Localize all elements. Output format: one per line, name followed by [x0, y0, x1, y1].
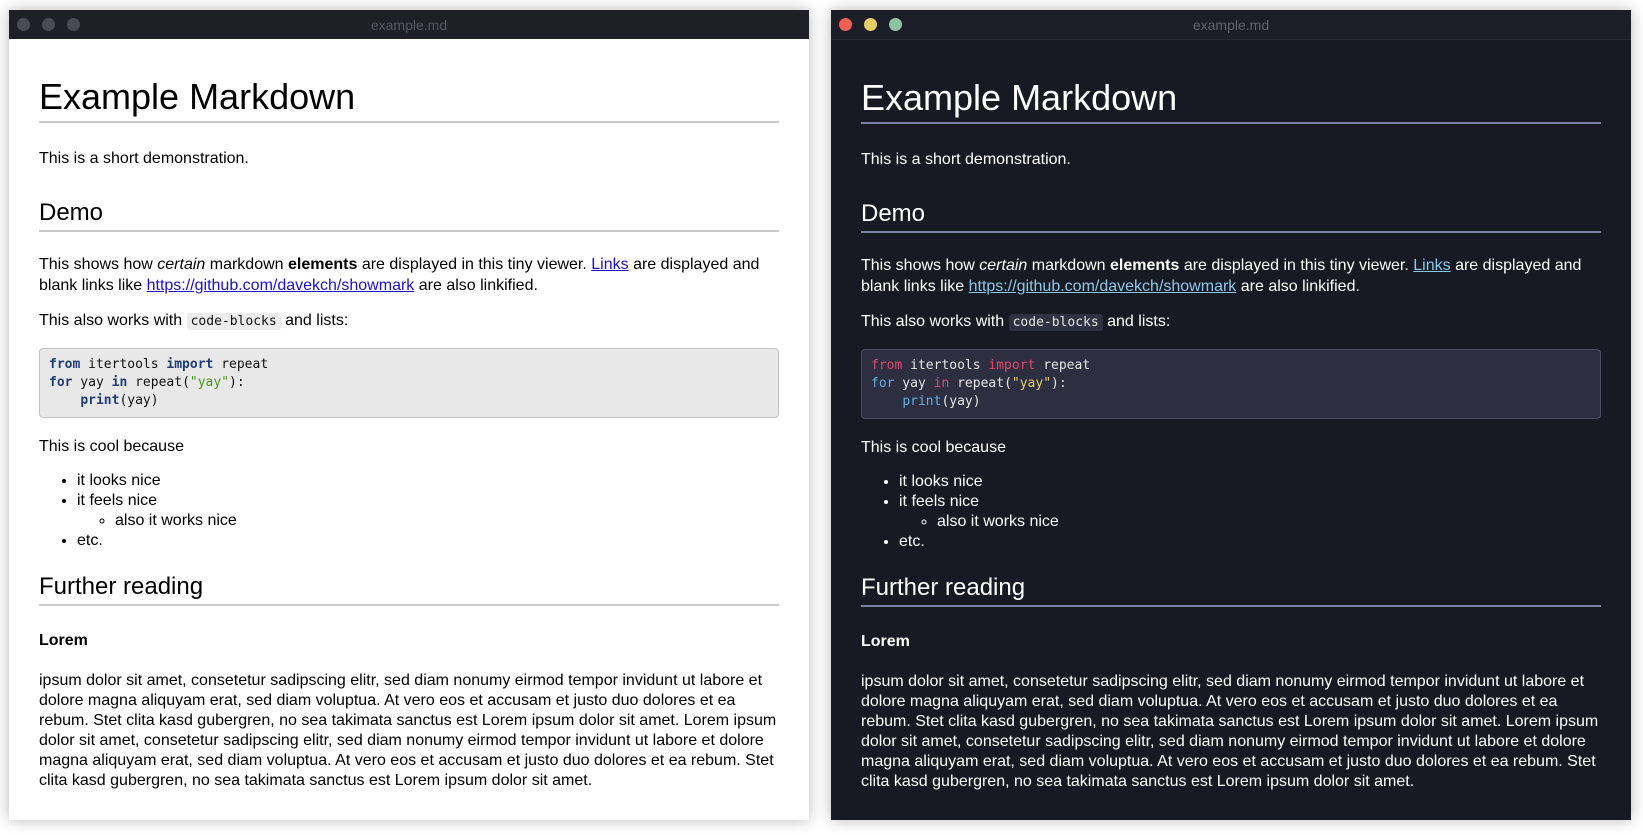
further-reading-heading: Further reading	[861, 574, 1601, 607]
markdown-content	[831, 40, 1631, 792]
further-reading-heading: Further reading	[39, 573, 779, 606]
maximize-button[interactable]	[889, 18, 902, 31]
minimize-button[interactable]	[864, 18, 877, 31]
demo-heading: Demo	[39, 199, 779, 232]
intro-paragraph: This is a short demonstration.	[39, 150, 249, 167]
window-controls	[17, 18, 80, 31]
cool-paragraph: This is cool because	[39, 438, 184, 455]
lorem-paragraph: ipsum dolor sit amet, consetetur sadipscing elitr, sed diam nonumy eirmod tempor invidunt ut labore et dolore magna aliquyam erat, sed diam voluptua. At vero eos et accusam et justo duo dolores et ea rebum. Stet clita kasd gubergren, no sea takimata sanctus est Lorem ipsum dolor sit amet. Lorem ipsum dolor sit amet, consetetur sadipscing elitr, sed diam nonumy eirmod tempor invidunt ut labore et dolore magna aliquyam erat, sed diam voluptua. At vero eos et accusam et justo duo dolores et ea rebum. Stet clita kasd gubergren, no sea takimata sanctus est Lorem ipsum dolor sit amet.	[861, 673, 1599, 790]
emphasis-text: certain	[157, 256, 206, 273]
bullet-list	[39, 471, 779, 551]
list-item: • it feels nice ◦ also it works nice	[77, 491, 779, 531]
bullet-list	[861, 472, 1601, 552]
list-item: • etc.	[899, 532, 1601, 552]
list-item: ◦ also it works nice	[937, 512, 1601, 532]
nested-list	[899, 512, 1601, 532]
lorem-heading: Lorem	[861, 633, 910, 650]
lorem-paragraph: ipsum dolor sit amet, consetetur sadipscing elitr, sed diam nonumy eirmod tempor invidunt ut labore et dolore magna aliquyam erat, sed diam voluptua. At vero eos et accusam et justo duo dolores et ea rebum. Stet clita kasd gubergren, no sea takimata sanctus est Lorem ipsum dolor sit amet. Lorem ipsum dolor sit amet, consetetur sadipscing elitr, sed diam nonumy eirmod tempor invidunt ut labore et dolore magna aliquyam erat, sed diam voluptua. At vero eos et accusam et justo duo dolores et ea rebum. Stet clita kasd gubergren, no sea takimata sanctus est Lorem ipsum dolor sit amet.	[39, 672, 777, 789]
lorem-heading: Lorem	[39, 632, 88, 649]
list-item: • it looks nice	[899, 472, 1601, 492]
intro-paragraph: This is a short demonstration.	[861, 151, 1071, 168]
list-item: ◦ also it works nice	[115, 511, 779, 531]
list-item: • it looks nice	[77, 471, 779, 491]
demo-paragraph: This shows how certain markdown elements are displayed in this tiny viewer. Links are displayed and blank links like https://github.com/davekch/showmark are also linkified.	[861, 257, 1582, 295]
code-block: from itertools import repeat for yay in repeat("yay"): print(yay)	[861, 349, 1601, 419]
list-item: • etc.	[77, 531, 779, 551]
maximize-button[interactable]	[67, 18, 80, 31]
close-button[interactable]	[17, 18, 30, 31]
document-title: Example Markdown	[861, 40, 1601, 124]
github-link[interactable]: https://github.com/davekch/showmark	[968, 278, 1237, 295]
document-title: Example Markdown	[39, 39, 779, 123]
inline-code: code-blocks	[187, 313, 281, 330]
emphasis-text: certain	[979, 257, 1028, 274]
also-paragraph: This also works with code-blocks and lists:	[39, 312, 349, 329]
window-title: example.md	[1192, 16, 1270, 33]
window-controls	[839, 18, 902, 31]
nested-list	[77, 511, 779, 531]
list-item: • it feels nice ◦ also it works nice	[899, 492, 1601, 532]
markdown-content	[9, 39, 809, 791]
strong-text: elements	[288, 256, 358, 273]
cool-paragraph: This is cool because	[861, 439, 1006, 456]
inline-code: code-blocks	[1009, 314, 1103, 331]
strong-text: elements	[1110, 257, 1180, 274]
github-link[interactable]: https://github.com/davekch/showmark	[146, 277, 415, 294]
code-block: from itertools import repeat for yay in repeat("yay"): print(yay)	[39, 348, 779, 418]
dark-theme-window	[831, 10, 1631, 820]
also-paragraph: This also works with code-blocks and lists:	[861, 313, 1171, 330]
minimize-button[interactable]	[42, 18, 55, 31]
demo-paragraph: This shows how certain markdown elements are displayed in this tiny viewer. Links are displayed and blank links like https://github.com/davekch/showmark are also linkified.	[39, 256, 760, 294]
links-link[interactable]: Links	[591, 256, 629, 273]
light-theme-window	[9, 10, 809, 820]
window-title: example.md	[370, 16, 448, 33]
links-link[interactable]: Links	[1413, 257, 1451, 274]
close-button[interactable]	[839, 18, 852, 31]
demo-heading: Demo	[861, 200, 1601, 233]
title-bar[interactable]	[831, 10, 1631, 40]
title-bar[interactable]	[9, 10, 809, 39]
